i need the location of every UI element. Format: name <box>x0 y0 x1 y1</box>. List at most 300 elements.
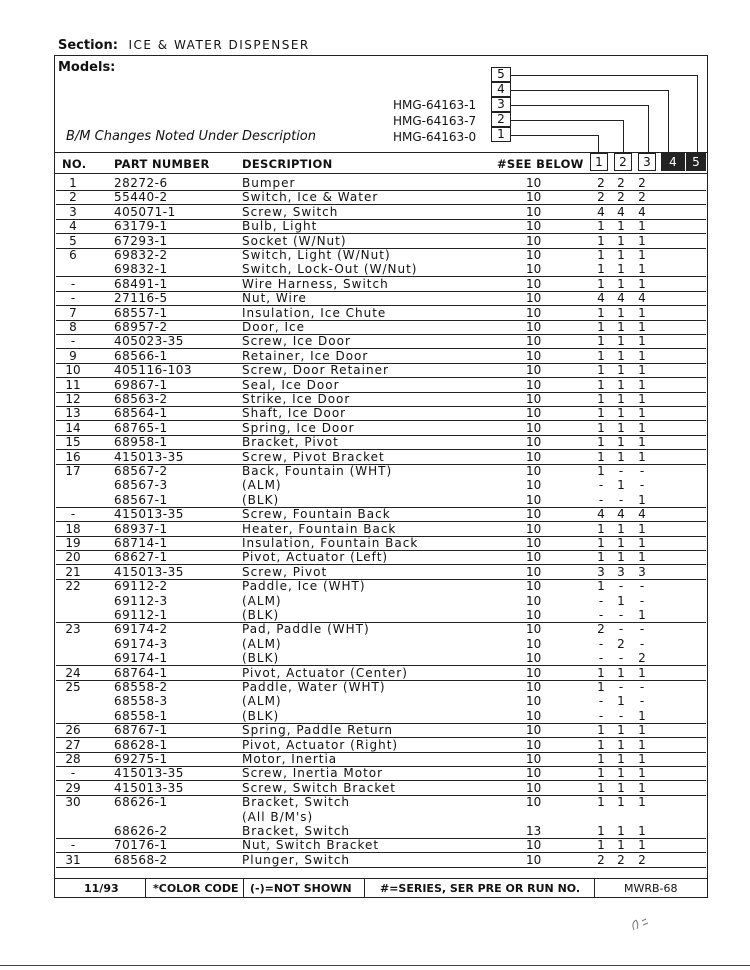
qty-model-1: 1 <box>597 305 605 320</box>
table-row <box>56 378 706 393</box>
description: (BLK) <box>242 708 280 723</box>
model-index-box-2: 2 <box>491 112 511 127</box>
qty-model-1: 1 <box>597 262 605 277</box>
item-number: 4 <box>69 219 77 234</box>
qty-model-3: 1 <box>638 824 646 838</box>
table-row <box>56 248 706 262</box>
item-number: 28 <box>65 752 81 766</box>
qty-model-2: 1 <box>617 593 625 608</box>
table-row <box>56 450 706 465</box>
qty-model-2: 1 <box>617 392 625 406</box>
table-row <box>56 464 706 478</box>
table-row <box>56 536 706 551</box>
description: Screw, Fountain Back <box>242 507 391 522</box>
series-code: 10 <box>526 708 542 723</box>
item-number: 30 <box>65 795 81 810</box>
description: Screw, Ice Door <box>242 334 351 349</box>
header-top-rule <box>55 152 707 153</box>
qty-model-3: - <box>639 464 645 478</box>
qty-model-2: - <box>618 492 624 507</box>
qty-model-1: - <box>598 708 604 723</box>
series-code: 10 <box>526 521 542 536</box>
series-code: 10 <box>526 608 542 622</box>
part-number: 27116-5 <box>114 291 168 306</box>
series-code: 10 <box>526 219 542 234</box>
column-model-1: 1 <box>590 153 608 171</box>
item-number: 18 <box>65 521 81 536</box>
item-number: 26 <box>65 723 81 738</box>
part-number: 68937-1 <box>114 521 168 536</box>
table-row <box>56 349 706 364</box>
description: Socket (W/Nut) <box>242 233 347 248</box>
item-number: 21 <box>65 564 81 579</box>
item-number: 31 <box>65 852 81 867</box>
qty-model-1: - <box>598 478 604 493</box>
qty-model-3: 1 <box>638 838 646 853</box>
item-number: 19 <box>65 536 81 550</box>
qty-model-1: 1 <box>597 521 605 536</box>
description: Spring, Paddle Return <box>242 723 393 738</box>
table-row <box>56 622 706 636</box>
qty-model-1: 1 <box>597 392 605 406</box>
description: Bracket, Pivot <box>242 435 339 450</box>
qty-model-2: 1 <box>617 780 625 795</box>
description: Switch, Ice & Water <box>242 190 379 205</box>
bm-changes-note: B/M Changes Noted Under Description <box>66 129 317 144</box>
series-code: 10 <box>526 478 542 493</box>
qty-model-3: 1 <box>638 334 646 349</box>
description: Bumper <box>242 176 296 190</box>
series-code: 10 <box>526 449 542 464</box>
series-code: 10 <box>526 536 542 550</box>
qty-model-3: 1 <box>638 406 646 421</box>
table-row <box>56 334 706 349</box>
part-number: 68626-1 <box>114 795 168 810</box>
qty-model-3: 1 <box>638 233 646 248</box>
qty-model-2: 4 <box>617 507 625 522</box>
description: Pad, Paddle (WHT) <box>242 622 370 637</box>
item-number: 6 <box>69 248 77 262</box>
item-number: 10 <box>65 363 81 378</box>
qty-model-1: 2 <box>597 852 605 867</box>
qty-model-3: 1 <box>638 449 646 464</box>
series-code: 10 <box>526 694 542 709</box>
series-code: 13 <box>526 824 542 838</box>
description: Heater, Fountain Back <box>242 521 397 536</box>
qty-model-3: 4 <box>638 507 646 522</box>
qty-model-3: 1 <box>638 276 646 291</box>
footer-color-code: *COLOR CODE <box>153 882 239 895</box>
series-code: 10 <box>526 593 542 608</box>
qty-model-1: 1 <box>597 348 605 363</box>
description: Pivot, Actuator (Center) <box>242 665 408 680</box>
footer-doc-number: MWRB-68 <box>624 882 678 895</box>
qty-model-2: 4 <box>617 204 625 219</box>
qty-model-3: 1 <box>638 435 646 450</box>
series-code: 10 <box>526 507 542 522</box>
series-code: 10 <box>526 564 542 579</box>
handwritten-mark <box>630 915 652 933</box>
qty-model-1: 1 <box>597 838 605 853</box>
item-number: 9 <box>69 348 77 363</box>
part-number: 68957-2 <box>114 320 168 334</box>
description: Seal, Ice Door <box>242 377 340 392</box>
part-number: 68557-1 <box>114 305 168 320</box>
item-number: 23 <box>65 622 81 637</box>
footer-separator <box>243 879 244 898</box>
footer-separator <box>364 879 365 898</box>
qty-model-3: - <box>639 636 645 651</box>
qty-model-1: 2 <box>597 190 605 205</box>
description: (ALM) <box>242 694 282 709</box>
part-number: 68627-1 <box>114 550 168 565</box>
table-row <box>56 277 706 292</box>
qty-model-2: 1 <box>617 449 625 464</box>
part-number: 68567-2 <box>114 464 168 478</box>
qty-model-2: 1 <box>617 665 625 680</box>
item-number: 3 <box>69 204 77 219</box>
description: (ALM) <box>242 636 282 651</box>
qty-model-3: 2 <box>638 190 646 205</box>
section-label: Section: <box>58 38 118 53</box>
qty-model-1: 1 <box>597 363 605 378</box>
series-code: 10 <box>526 665 542 680</box>
qty-model-2: 1 <box>617 521 625 536</box>
series-code: 10 <box>526 680 542 694</box>
item-number: 11 <box>65 377 81 392</box>
qty-model-3: 1 <box>638 348 646 363</box>
part-number: 68568-2 <box>114 852 168 867</box>
part-number: 68764-1 <box>114 665 168 680</box>
series-code: 10 <box>526 204 542 219</box>
qty-model-2: 1 <box>617 305 625 320</box>
qty-model-3: 2 <box>638 852 646 867</box>
table-row <box>56 666 706 681</box>
series-code: 10 <box>526 305 542 320</box>
qty-model-2: 1 <box>617 723 625 738</box>
series-code: 10 <box>526 320 542 334</box>
series-code: 10 <box>526 780 542 795</box>
part-number: 68567-3 <box>114 478 168 493</box>
table-row <box>56 493 706 508</box>
item-number: 20 <box>65 550 81 565</box>
description: (BLK) <box>242 608 280 622</box>
qty-model-1: 4 <box>597 204 605 219</box>
part-number: 68767-1 <box>114 723 168 738</box>
series-code: 10 <box>526 435 542 450</box>
part-number: 405071-1 <box>114 204 176 219</box>
qty-model-1: 1 <box>597 680 605 694</box>
qty-model-2: 1 <box>617 406 625 421</box>
section-heading <box>58 38 310 53</box>
table-row <box>56 651 706 666</box>
table-row <box>56 810 706 824</box>
description: Bulb, Light <box>242 219 318 234</box>
qty-model-1: - <box>598 608 604 622</box>
qty-model-2: 1 <box>617 233 625 248</box>
table-row <box>56 306 706 321</box>
part-number: 68958-1 <box>114 435 168 450</box>
part-number: 68628-1 <box>114 737 168 752</box>
series-code: 10 <box>526 651 542 666</box>
table-row <box>56 838 706 853</box>
model-index-box-5: 5 <box>491 67 511 82</box>
part-number: 69275-1 <box>114 752 168 766</box>
qty-model-2: 2 <box>617 852 625 867</box>
column-header-series: #SEE BELOW <box>497 157 584 171</box>
qty-model-2: 1 <box>617 420 625 435</box>
qty-model-3: - <box>639 694 645 709</box>
qty-model-1: 1 <box>597 420 605 435</box>
table-row <box>56 565 706 580</box>
table-row <box>56 766 706 781</box>
model-name-2: HMG-64163-7 <box>393 114 477 128</box>
table-row <box>56 608 706 623</box>
part-number: 68765-1 <box>114 420 168 435</box>
qty-model-3: 1 <box>638 536 646 550</box>
model-index-box-1: 1 <box>491 127 511 142</box>
qty-model-2: 1 <box>617 737 625 752</box>
qty-model-1: 1 <box>597 536 605 550</box>
description: Paddle, Ice (WHT) <box>242 579 366 594</box>
qty-model-2: 1 <box>617 435 625 450</box>
qty-model-1: 1 <box>597 550 605 565</box>
series-code: 10 <box>526 752 542 766</box>
qty-model-3: 3 <box>638 564 646 579</box>
description: Spring, Ice Door <box>242 420 355 435</box>
description: Switch, Light (W/Nut) <box>242 248 391 262</box>
qty-model-1: 1 <box>597 752 605 766</box>
qty-model-3: 1 <box>638 723 646 738</box>
part-number: 55440-2 <box>114 190 168 205</box>
qty-model-2: 1 <box>617 219 625 234</box>
series-code: 10 <box>526 348 542 363</box>
qty-model-1: 4 <box>597 291 605 306</box>
qty-model-2: - <box>618 680 624 694</box>
qty-model-2: - <box>618 622 624 637</box>
qty-model-1: 1 <box>597 824 605 838</box>
description: Retainer, Ice Door <box>242 348 369 363</box>
qty-model-3: 1 <box>638 248 646 262</box>
qty-model-1: 1 <box>597 665 605 680</box>
item-number: 1 <box>69 176 77 190</box>
table-row <box>56 190 706 205</box>
description: Door, Ice <box>242 320 306 334</box>
part-number: 69112-2 <box>114 579 168 594</box>
qty-model-3: 1 <box>638 708 646 723</box>
item-number: 14 <box>65 420 81 435</box>
series-code: 10 <box>526 334 542 349</box>
column-header-no: NO. <box>62 157 87 171</box>
qty-model-2: 1 <box>617 838 625 853</box>
description: Pivot, Actuator (Right) <box>242 737 399 752</box>
item-number: 8 <box>69 320 77 334</box>
qty-model-2: 1 <box>617 550 625 565</box>
part-number: 69174-1 <box>114 651 168 666</box>
series-code: 10 <box>526 795 542 810</box>
qty-model-3: 1 <box>638 780 646 795</box>
qty-model-3: 1 <box>638 521 646 536</box>
part-number: 70176-1 <box>114 838 168 853</box>
qty-model-2: 1 <box>617 752 625 766</box>
description: Nut, Switch Bracket <box>242 838 380 853</box>
part-number: 68626-2 <box>114 824 168 838</box>
column-header-description: DESCRIPTION <box>242 157 333 171</box>
model-index-box-3: 3 <box>491 97 511 112</box>
description: Screw, Switch Bracket <box>242 780 396 795</box>
table-row <box>56 550 706 565</box>
qty-model-3: 1 <box>638 608 646 622</box>
table-row <box>56 205 706 220</box>
qty-model-3: 1 <box>638 550 646 565</box>
part-number: 405116-103 <box>114 363 193 378</box>
table-row <box>56 738 706 753</box>
qty-model-3: 1 <box>638 420 646 435</box>
footer-separator <box>145 879 146 898</box>
part-number: 415013-35 <box>114 780 184 795</box>
series-code: 10 <box>526 838 542 853</box>
series-code: 10 <box>526 550 542 565</box>
description: Back, Fountain (WHT) <box>242 464 393 478</box>
header-bottom-rule <box>55 173 707 174</box>
description: Paddle, Water (WHT) <box>242 680 386 694</box>
qty-model-2: 1 <box>617 320 625 334</box>
footer-series-note: #=SERIES, SER PRE OR RUN NO. <box>380 882 581 895</box>
description: (ALM) <box>242 593 282 608</box>
qty-model-3: 4 <box>638 291 646 306</box>
series-code: 10 <box>526 766 542 781</box>
series-code: 10 <box>526 248 542 262</box>
column-model-2: 2 <box>614 153 632 171</box>
qty-model-2: 1 <box>617 248 625 262</box>
qty-model-2: 1 <box>617 766 625 781</box>
page-bottom-rule <box>0 965 750 966</box>
description: (ALM) <box>242 478 282 493</box>
description: Shaft, Ice Door <box>242 406 347 421</box>
description: Screw, Door Retainer <box>242 363 389 378</box>
table-row <box>56 478 706 492</box>
qty-model-1: 1 <box>597 723 605 738</box>
qty-model-3: 1 <box>638 752 646 766</box>
qty-model-1: 1 <box>597 464 605 478</box>
item-number: 27 <box>65 737 81 752</box>
part-number: 68558-1 <box>114 708 168 723</box>
qty-model-2: 1 <box>617 334 625 349</box>
part-number: 28272-6 <box>114 176 168 190</box>
item-number: 12 <box>65 392 81 406</box>
qty-model-3: - <box>639 622 645 637</box>
description: Nut, Wire <box>242 291 307 306</box>
description: Insulation, Ice Chute <box>242 305 387 320</box>
table-row <box>56 262 706 277</box>
description: Switch, Lock-Out (W/Nut) <box>242 262 418 277</box>
qty-model-1: - <box>598 694 604 709</box>
table-row <box>56 680 706 694</box>
item-number: - <box>70 838 76 853</box>
part-number: 68564-1 <box>114 406 168 421</box>
qty-model-2: 1 <box>617 795 625 810</box>
qty-model-1: 1 <box>597 780 605 795</box>
part-number: 69832-1 <box>114 262 168 277</box>
qty-model-3: 1 <box>638 377 646 392</box>
description: Strike, Ice Door <box>242 392 351 406</box>
table-row <box>56 824 706 839</box>
description: Plunger, Switch <box>242 852 351 867</box>
item-number: 17 <box>65 464 81 478</box>
qty-model-1: 1 <box>597 248 605 262</box>
table-row <box>56 507 706 522</box>
qty-model-1: 1 <box>597 219 605 234</box>
table-row <box>56 320 706 335</box>
description: (BLK) <box>242 651 280 666</box>
description: Insulation, Fountain Back <box>242 536 419 550</box>
part-number: 68558-2 <box>114 680 168 694</box>
table-row <box>56 291 706 306</box>
part-number: 69174-3 <box>114 636 168 651</box>
qty-model-1: 3 <box>597 564 605 579</box>
series-code: 10 <box>526 492 542 507</box>
qty-model-2: - <box>618 608 624 622</box>
qty-model-1: 1 <box>597 766 605 781</box>
qty-model-2: 1 <box>617 694 625 709</box>
description: Wire Harness, Switch <box>242 276 389 291</box>
qty-model-1: - <box>598 636 604 651</box>
qty-model-3: - <box>639 478 645 493</box>
qty-model-1: 1 <box>597 737 605 752</box>
qty-model-3: 1 <box>638 795 646 810</box>
qty-model-1: 4 <box>597 507 605 522</box>
column-model-5: 5 <box>686 153 706 171</box>
series-code: 10 <box>526 723 542 738</box>
table-row <box>56 795 706 809</box>
footer-not-shown: (-)=NOT SHOWN <box>250 882 352 895</box>
table-row <box>56 406 706 421</box>
qty-model-3: 1 <box>638 262 646 277</box>
footer-separator <box>594 879 595 898</box>
series-code: 10 <box>526 276 542 291</box>
part-number: 68566-1 <box>114 348 168 363</box>
description: (BLK) <box>242 492 280 507</box>
part-number: 415013-35 <box>114 507 184 522</box>
qty-model-1: 1 <box>597 233 605 248</box>
series-code: 10 <box>526 233 542 248</box>
qty-model-1: 2 <box>597 622 605 637</box>
part-number: 69832-2 <box>114 248 168 262</box>
qty-model-2: 2 <box>617 190 625 205</box>
series-code: 10 <box>526 737 542 752</box>
qty-model-2: 2 <box>617 636 625 651</box>
qty-model-1: 1 <box>597 579 605 594</box>
table-row <box>56 579 706 593</box>
footer-date: 11/93 <box>84 882 119 895</box>
qty-model-2: 2 <box>617 176 625 190</box>
series-code: 10 <box>526 636 542 651</box>
table-row <box>56 781 706 796</box>
item-number: 16 <box>65 449 81 464</box>
series-code: 10 <box>526 377 542 392</box>
qty-model-1: - <box>598 593 604 608</box>
qty-model-1: - <box>598 492 604 507</box>
series-code: 10 <box>526 190 542 205</box>
description: Screw, Pivot <box>242 564 328 579</box>
qty-model-1: 1 <box>597 406 605 421</box>
series-code: 10 <box>526 406 542 421</box>
description: Motor, Inertia <box>242 752 338 766</box>
qty-model-1: 1 <box>597 320 605 334</box>
qty-model-3: 4 <box>638 204 646 219</box>
part-number: 63179-1 <box>114 219 168 234</box>
item-number: - <box>70 276 76 291</box>
